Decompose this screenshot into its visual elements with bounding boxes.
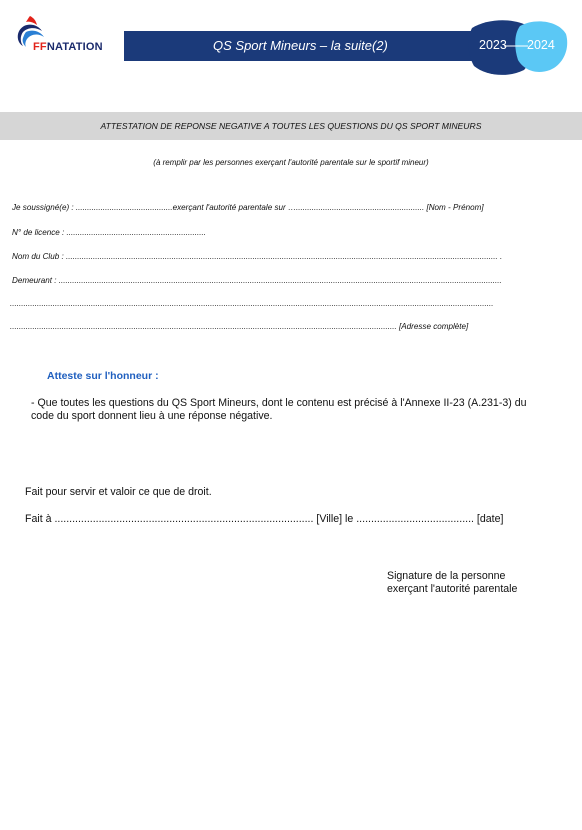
signature-label <box>387 570 557 596</box>
header-title-bar <box>124 31 519 61</box>
honour-heading: Atteste sur l'honneur : <box>47 370 159 382</box>
logo-flame-red <box>26 16 37 25</box>
place-date-line[interactable]: Fait à ........................................................................................ [Ville] le ........................................ [date] <box>25 513 504 525</box>
field-demeurant-line[interactable]: Demeurant : ..................................................................................................................................................................................................... <box>12 276 502 285</box>
honour-statement: - Que toutes les questions du QS Sport Mineurs, dont le contenu est précisé à l'Annexe II-23 (A.231-3) du code du sport donnent lieu à une réponse négative. <box>31 397 527 422</box>
field-soussigne-line[interactable]: Je soussigné(e) : ...........................................exerçant l'autorité parentale sur …......................................................... [Nom - Prénom] <box>12 203 484 212</box>
document-title: QS Sport Mineurs – la suite(2) <box>213 38 388 53</box>
signature-label-line-1: Signature de la personne <box>387 570 506 582</box>
season-year-end: 2024 <box>527 38 555 52</box>
field-address-line-3[interactable]: ............................................................................................................................................................................ [Adresse complète] <box>10 322 469 331</box>
logo-wordmark: FFNATATION <box>33 41 103 53</box>
season-year-start: 2023 <box>479 38 507 52</box>
signature-label-line-2: exerçant l'autorité parentale <box>387 583 518 595</box>
field-address-line-2[interactable]: ....................................................................................................................................................................................................................... <box>10 299 494 308</box>
field-licence-line[interactable]: N° de licence : .............................................................. <box>12 228 206 237</box>
attestation-subtitle: (à remplir par les personnes exerçant l'autorité parentale sur le sportif mineur) <box>153 158 429 167</box>
closing-formula: Fait pour servir et valoir ce que de droit. <box>25 486 212 498</box>
attestation-heading: ATTESTATION DE REPONSE NEGATIVE A TOUTES LES QUESTIONS DU QS SPORT MINEURS <box>100 121 482 131</box>
field-club-line[interactable]: Nom du Club : ................................................................................................................................................................................................ . <box>12 252 503 261</box>
ffn-logo <box>16 14 126 64</box>
